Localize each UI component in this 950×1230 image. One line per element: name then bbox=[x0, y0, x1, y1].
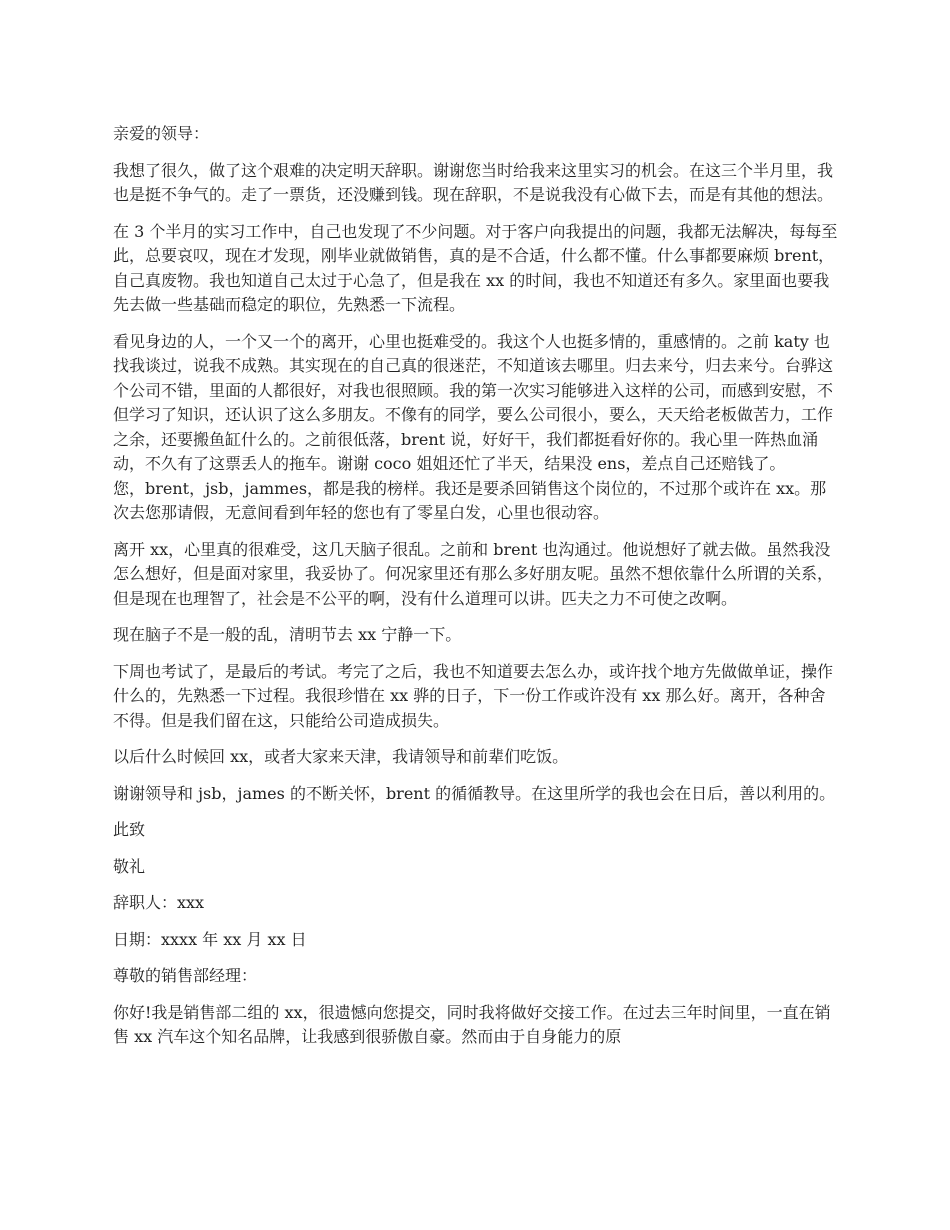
paragraph-resignation-decision: 我想了很久，做了这个艰难的决定明天辞职。谢谢您当时给我来这里实习的机会。在这三个半月里，我也是挺不争气的。走了一票货，还没赚到钱。现在辞职，不是说我没有心做下去，而是有其他的想法。 bbox=[113, 160, 834, 204]
closing-jing-li: 敬礼 bbox=[113, 856, 146, 876]
salutation: 亲爱的领导： bbox=[113, 124, 210, 143]
paragraph-exam: 下周也考试了，是最后的考试。考完了之后，我也不知道要去怎么办，或许找个地方先做做单证，操作什么的，先熟悉一下过程。我很珍惜在 xx 骅的日子，下一份工作或许没有 xx 那么好。离开，各种舍不得。但是我们留在这，只能给公司造成损失。 bbox=[113, 661, 834, 730]
second-letter-salutation: 尊敬的销售部经理： bbox=[113, 966, 258, 985]
closing-ci-zhi: 此致 bbox=[113, 820, 146, 839]
date-line: 日期：xxxx 年 xx 月 xx 日 bbox=[113, 929, 307, 949]
paragraph-dinner: 以后什么时候回 xx，或者大家来天津，我请领导和前辈们吃饭。 bbox=[113, 747, 569, 766]
paragraph-leaving: 离开 xx，心里真的很难受，这几天脑子很乱。之前和 brent 也沟通过。他说想好了就去做。虽然我没怎么想好，但是面对家里，我妥协了。何况家里还有那么多好朋友呢。虽然不想依靠什么所谓的关系，但是现在也理智了，社会是不公平的啊，没有什么道理可以讲。匹夫之力不可使之改啊。 bbox=[113, 539, 834, 608]
paragraph-qingming: 现在脑子不是一般的乱，清明节去 xx 宁静一下。 bbox=[113, 625, 462, 644]
paragraph-colleagues: 看见身边的人，一个又一个的离开，心里也挺难受的。我这个人也挺多情的，重感情的。之前 katy 也找我谈过，说我不成熟。其实现在的自己真的很迷茫，不知道该去哪里。归去来兮，归去来兮。台骅这个公司不错，里面的人都很好，对我也很照顾。我的第一次实习能够进入这样的公司，而感到安慰，不但学习了知识，还认识了这么多朋友。不像有的同学，要么公司很小，要么，天天给老板做苦力，工作之余，还要搬鱼缸什么的。之前很低落，brent 说，好好干，我们都挺看好你的。我心里一阵热血涌动，不久有了这票丢人的拖车。谢谢 coco 姐姐还忙了半天，结果没 ens，差点自己还赔钱了。 bbox=[113, 331, 834, 473]
paragraph-role-models: 您，brent，jsb，jammes，都是我的榜样。我还是要杀回销售这个岗位的，不过那个或许在 xx。那次去您那请假，无意间看到年轻的您也有了零星白发，心里也很动容。 bbox=[113, 478, 827, 522]
signature-line: 辞职人：xxx bbox=[113, 893, 205, 912]
paragraph-thanks: 谢谢领导和 jsb，james 的不断关怀，brent 的循循教导。在这里所学的我也会在日后，善以利用的。 bbox=[113, 783, 836, 803]
paragraph-internship-problems: 在 3 个半月的实习工作中，自己也发现了不少问题。对于客户向我提出的问题，我都无法解决，每每至此，总要哀叹，现在才发现，刚毕业就做销售，真的是不合适，什么都不懂。什么事都要麻烦 brent，自己真废物。我也知道自己太过于心急了，但是我在 xx 的时间，我也不知道还有多久。家里面也要我先去做一些基础而稳定的职位，先熟悉一下流程。 bbox=[113, 221, 838, 314]
document-body bbox=[113, 122, 839, 1062]
second-letter-paragraph: 你好!我是销售部二组的 xx，很遗憾向您提交，同时我将做好交接工作。在过去三年时间里，一直在销售 xx 汽车这个知名品牌，让我感到很骄傲自豪。然而由于自身能力的原 bbox=[113, 1002, 831, 1046]
